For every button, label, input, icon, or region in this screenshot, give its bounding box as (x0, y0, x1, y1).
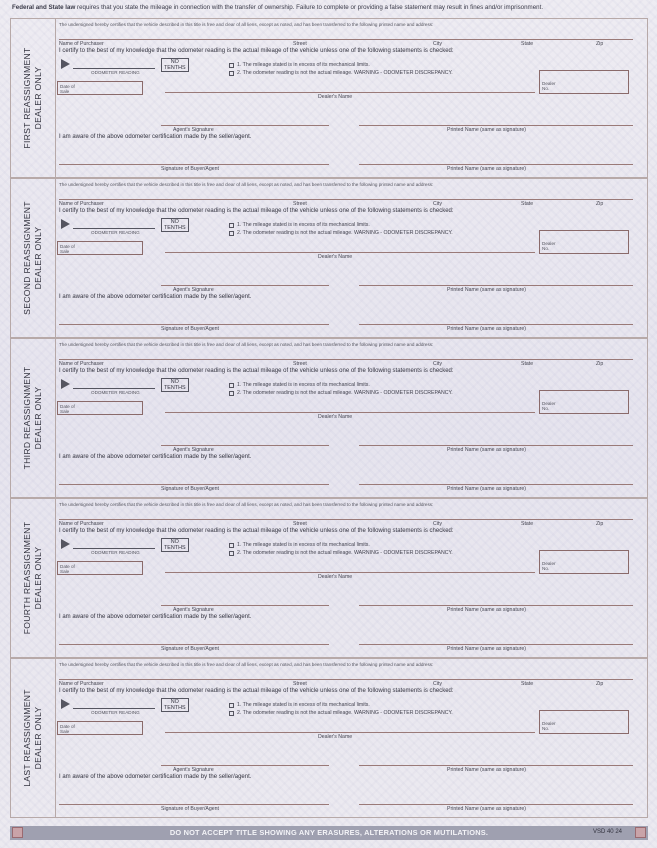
street-label: Street (293, 521, 307, 527)
section-title-line1: LAST REASSIGNMENT (22, 689, 32, 787)
agent-signature-line[interactable] (161, 765, 329, 766)
checkbox-discrepancy[interactable] (229, 391, 234, 396)
statement-2: 2. The odometer reading is not the actual mileage. WARNING - ODOMETER DISCREPANCY. (237, 70, 453, 76)
agent-signature-line[interactable] (161, 285, 329, 286)
buyer-signature-label: Signature of Buyer/Agent (161, 486, 219, 492)
purchaser-line[interactable] (59, 519, 633, 520)
section-title (22, 201, 44, 315)
section-title-line2: DEALER ONLY (33, 546, 43, 610)
statement-2: 2. The odometer reading is not the actual mileage. WARNING - ODOMETER DISCREPANCY. (237, 710, 453, 716)
reassignment-section-3 (10, 338, 648, 498)
date-of-sale-box[interactable] (57, 561, 143, 575)
buyer-signature-label: Signature of Buyer/Agent (161, 166, 219, 172)
purchaser-label: Name of Purchaser (59, 361, 104, 367)
date-of-sale-label: Date of Sale (60, 84, 75, 94)
statement-1: 1. The mileage stated is in excess of its mechanical limits. (237, 222, 370, 228)
dealer-no-box[interactable] (539, 230, 629, 254)
section-title-line2: DEALER ONLY (33, 66, 43, 130)
buyer-printed-name-line[interactable] (359, 804, 633, 805)
odometer-reading-label: ODOMETER READING (91, 70, 140, 75)
footer-warning: DO NOT ACCEPT TITLE SHOWING ANY ERASURES, ALTERATIONS OR MUTILATIONS. (169, 828, 489, 837)
printed-name-line[interactable] (359, 445, 633, 446)
city-label: City (433, 681, 442, 687)
buyer-printed-name-line[interactable] (359, 324, 633, 325)
section-title-line1: FIRST REASSIGNMENT (22, 47, 32, 149)
no-tenths-box: NO TENTHS (161, 218, 189, 232)
buyer-printed-name-label: Printed Name (same as signature) (447, 166, 526, 172)
street-label: Street (293, 361, 307, 367)
buyer-signature-line[interactable] (59, 644, 329, 645)
buyer-signature-line[interactable] (59, 804, 329, 805)
zip-label: Zip (596, 41, 604, 47)
statement-1: 1. The mileage stated is in excess of its mechanical limits. (237, 382, 370, 388)
odometer-certify-text: I certify to the best of my knowledge that the odometer reading is the actual mileage of the vehicle unless one of the following statements is checked: (59, 48, 454, 54)
zip-label: Zip (596, 361, 604, 367)
odometer-certify-text: I certify to the best of my knowledge that the odometer reading is the actual mileage of the vehicle unless one of the following statements is checked: (59, 208, 454, 214)
dealer-name-label: Dealer's Name (318, 414, 353, 420)
printed-name-label: Printed Name (same as signature) (447, 767, 526, 773)
reassignment-section-4 (10, 498, 648, 658)
date-of-sale-label: Date of Sale (60, 404, 75, 414)
purchaser-line[interactable] (59, 359, 633, 360)
printed-name-line[interactable] (359, 125, 633, 126)
section-title (22, 47, 44, 148)
dealer-name-label: Dealer's Name (318, 94, 353, 100)
section-title-line2: DEALER ONLY (33, 226, 43, 290)
no-tenths-box: NO TENTHS (161, 58, 189, 72)
section-body (55, 659, 647, 817)
section-body (55, 499, 647, 657)
street-label: Street (293, 41, 307, 47)
buyer-signature-label: Signature of Buyer/Agent (161, 646, 219, 652)
buyer-signature-line[interactable] (59, 164, 329, 165)
odometer-certify-text: I certify to the best of my knowledge that the odometer reading is the actual mileage of the vehicle unless one of the following statements is checked: (59, 688, 454, 694)
section-side-panel (11, 179, 56, 337)
section-side-panel (11, 339, 56, 497)
dealer-no-label: Dealer No. (542, 81, 556, 91)
arrow-right-icon (61, 379, 70, 389)
checkbox-discrepancy[interactable] (229, 71, 234, 76)
date-of-sale-box[interactable] (57, 721, 143, 735)
legal-notice-text: requires that you state the mileage in connection with the transfer of ownership. Failure to complete or providing a false statement may result in fines and/or imprisonment. (77, 4, 544, 11)
agent-signature-line[interactable] (161, 605, 329, 606)
arrow-right-icon (61, 539, 70, 549)
dealer-no-box[interactable] (539, 710, 629, 734)
no-tenths-box: NO TENTHS (161, 698, 189, 712)
dealer-no-label: Dealer No. (542, 721, 556, 731)
purchaser-line[interactable] (59, 39, 633, 40)
buyer-signature-line[interactable] (59, 324, 329, 325)
odometer-reading-label: ODOMETER READING (91, 550, 140, 555)
city-label: City (433, 41, 442, 47)
checkbox-mechanical-limits[interactable] (229, 383, 234, 388)
dealer-name-line[interactable] (165, 572, 535, 573)
statement-2: 2. The odometer reading is not the actual mileage. WARNING - ODOMETER DISCREPANCY. (237, 550, 453, 556)
odometer-input[interactable] (73, 548, 155, 549)
date-of-sale-label: Date of Sale (60, 724, 75, 734)
statement-2: 2. The odometer reading is not the actual mileage. WARNING - ODOMETER DISCREPANCY. (237, 230, 453, 236)
dealer-no-label: Dealer No. (542, 241, 556, 251)
odometer-certify-text: I certify to the best of my knowledge that the odometer reading is the actual mileage of the vehicle unless one of the following statements is checked: (59, 368, 454, 374)
purchaser-label: Name of Purchaser (59, 41, 104, 47)
buyer-printed-name-label: Printed Name (same as signature) (447, 486, 526, 492)
zip-label: Zip (596, 521, 604, 527)
date-of-sale-label: Date of Sale (60, 244, 75, 254)
buyer-awareness-text: I am aware of the above odometer certification made by the seller/agent. (59, 294, 252, 300)
zip-label: Zip (596, 681, 604, 687)
section-body (55, 339, 647, 497)
certify-intro: The undersigned hereby certifies that the vehicle described in this title is free and clear of all liens, except as noted, and has been transferred to the following printed name and address: (59, 182, 434, 187)
buyer-awareness-text: I am aware of the above odometer certification made by the seller/agent. (59, 134, 252, 140)
purchaser-label: Name of Purchaser (59, 521, 104, 527)
agent-signature-line[interactable] (161, 445, 329, 446)
agent-signature-line[interactable] (161, 125, 329, 126)
dealer-name-line[interactable] (165, 92, 535, 93)
checkbox-discrepancy[interactable] (229, 551, 234, 556)
form-number: VSD 40 24 (592, 829, 622, 835)
section-body (55, 19, 647, 177)
dealer-no-box[interactable] (539, 70, 629, 94)
state-label: State (521, 521, 534, 527)
no-tenths-box: NO TENTHS (161, 538, 189, 552)
checkbox-discrepancy[interactable] (229, 231, 234, 236)
agent-signature-label: Agent's Signature (173, 447, 214, 453)
buyer-printed-name-label: Printed Name (same as signature) (447, 646, 526, 652)
buyer-printed-name-line[interactable] (359, 484, 633, 485)
odometer-certify-text: I certify to the best of my knowledge that the odometer reading is the actual mileage of the vehicle unless one of the following statements is checked: (59, 528, 454, 534)
arrow-right-icon (61, 59, 70, 69)
printed-name-label: Printed Name (same as signature) (447, 447, 526, 453)
odometer-input[interactable] (73, 708, 155, 709)
section-title-line1: SECOND REASSIGNMENT (22, 201, 32, 315)
certify-intro: The undersigned hereby certifies that the vehicle described in this title is free and clear of all liens, except as noted, and has been transferred to the following printed name and address: (59, 22, 434, 27)
zip-label: Zip (596, 201, 604, 207)
printed-name-line[interactable] (359, 765, 633, 766)
section-title-line1: THIRD REASSIGNMENT (22, 366, 32, 470)
certify-intro: The undersigned hereby certifies that the vehicle described in this title is free and clear of all liens, except as noted, and has been transferred to the following printed name and address: (59, 502, 434, 507)
arrow-right-icon (61, 699, 70, 709)
odometer-input[interactable] (73, 68, 155, 69)
statement-2: 2. The odometer reading is not the actual mileage. WARNING - ODOMETER DISCREPANCY. (237, 390, 453, 396)
odometer-reading-label: ODOMETER READING (91, 710, 140, 715)
section-side-panel (11, 499, 56, 657)
buyer-printed-name-label: Printed Name (same as signature) (447, 326, 526, 332)
printed-name-line[interactable] (359, 605, 633, 606)
city-label: City (433, 521, 442, 527)
section-side-panel (11, 19, 56, 177)
state-label: State (521, 41, 534, 47)
legal-notice-bold: Federal and State law (12, 4, 76, 11)
footer-band (10, 826, 648, 840)
printed-name-label: Printed Name (same as signature) (447, 127, 526, 133)
checkbox-discrepancy[interactable] (229, 711, 234, 716)
agent-signature-label: Agent's Signature (173, 767, 214, 773)
buyer-signature-label: Signature of Buyer/Agent (161, 806, 219, 812)
state-label: State (521, 681, 534, 687)
corner-mark (635, 827, 646, 838)
city-label: City (433, 361, 442, 367)
printed-name-label: Printed Name (same as signature) (447, 287, 526, 293)
section-title-line2: DEALER ONLY (33, 386, 43, 450)
purchaser-line[interactable] (59, 679, 633, 680)
buyer-awareness-text: I am aware of the above odometer certification made by the seller/agent. (59, 614, 252, 620)
legal-notice (12, 4, 652, 11)
dealer-no-label: Dealer No. (542, 561, 556, 571)
purchaser-label: Name of Purchaser (59, 681, 104, 687)
dealer-name-line[interactable] (165, 732, 535, 733)
dealer-no-label: Dealer No. (542, 401, 556, 411)
buyer-printed-name-line[interactable] (359, 644, 633, 645)
purchaser-label: Name of Purchaser (59, 201, 104, 207)
date-of-sale-box[interactable] (57, 81, 143, 95)
reassignment-section-1 (10, 18, 648, 178)
statement-1: 1. The mileage stated is in excess of its mechanical limits. (237, 702, 370, 708)
section-title (22, 522, 44, 635)
buyer-printed-name-label: Printed Name (same as signature) (447, 806, 526, 812)
odometer-reading-label: ODOMETER READING (91, 230, 140, 235)
statement-1: 1. The mileage stated is in excess of its mechanical limits. (237, 542, 370, 548)
section-title (22, 367, 44, 470)
purchaser-line[interactable] (59, 199, 633, 200)
dealer-name-label: Dealer's Name (318, 574, 353, 580)
buyer-printed-name-line[interactable] (359, 164, 633, 165)
reassignment-section-2 (10, 178, 648, 338)
buyer-awareness-text: I am aware of the above odometer certification made by the seller/agent. (59, 454, 252, 460)
agent-signature-label: Agent's Signature (173, 287, 214, 293)
reassignment-section-5 (10, 658, 648, 818)
odometer-input[interactable] (73, 228, 155, 229)
agent-signature-label: Agent's Signature (173, 127, 214, 133)
section-body (55, 179, 647, 337)
printed-name-label: Printed Name (same as signature) (447, 607, 526, 613)
state-label: State (521, 361, 534, 367)
odometer-input[interactable] (73, 388, 155, 389)
dealer-no-box[interactable] (539, 390, 629, 414)
dealer-name-line[interactable] (165, 412, 535, 413)
certify-intro: The undersigned hereby certifies that the vehicle described in this title is free and clear of all liens, except as noted, and has been transferred to the following printed name and address: (59, 342, 434, 347)
state-label: State (521, 201, 534, 207)
date-of-sale-label: Date of Sale (60, 564, 75, 574)
section-side-panel (11, 659, 56, 817)
street-label: Street (293, 681, 307, 687)
checkbox-mechanical-limits[interactable] (229, 63, 234, 68)
street-label: Street (293, 201, 307, 207)
checkbox-mechanical-limits[interactable] (229, 223, 234, 228)
odometer-reading-label: ODOMETER READING (91, 390, 140, 395)
section-title-line2: DEALER ONLY (33, 706, 43, 770)
dealer-name-line[interactable] (165, 252, 535, 253)
buyer-signature-label: Signature of Buyer/Agent (161, 326, 219, 332)
section-title-line1: FOURTH REASSIGNMENT (22, 521, 32, 635)
certify-intro: The undersigned hereby certifies that the vehicle described in this title is free and clear of all liens, except as noted, and has been transferred to the following printed name and address: (59, 662, 434, 667)
arrow-right-icon (61, 219, 70, 229)
section-title (22, 689, 44, 787)
buyer-signature-line[interactable] (59, 484, 329, 485)
checkbox-mechanical-limits[interactable] (229, 543, 234, 548)
dealer-name-label: Dealer's Name (318, 734, 353, 740)
city-label: City (433, 201, 442, 207)
date-of-sale-box[interactable] (57, 401, 143, 415)
agent-signature-label: Agent's Signature (173, 607, 214, 613)
no-tenths-box: NO TENTHS (161, 378, 189, 392)
buyer-awareness-text: I am aware of the above odometer certification made by the seller/agent. (59, 774, 252, 780)
dealer-name-label: Dealer's Name (318, 254, 353, 260)
date-of-sale-box[interactable] (57, 241, 143, 255)
checkbox-mechanical-limits[interactable] (229, 703, 234, 708)
dealer-no-box[interactable] (539, 550, 629, 574)
statement-1: 1. The mileage stated is in excess of its mechanical limits. (237, 62, 370, 68)
printed-name-line[interactable] (359, 285, 633, 286)
